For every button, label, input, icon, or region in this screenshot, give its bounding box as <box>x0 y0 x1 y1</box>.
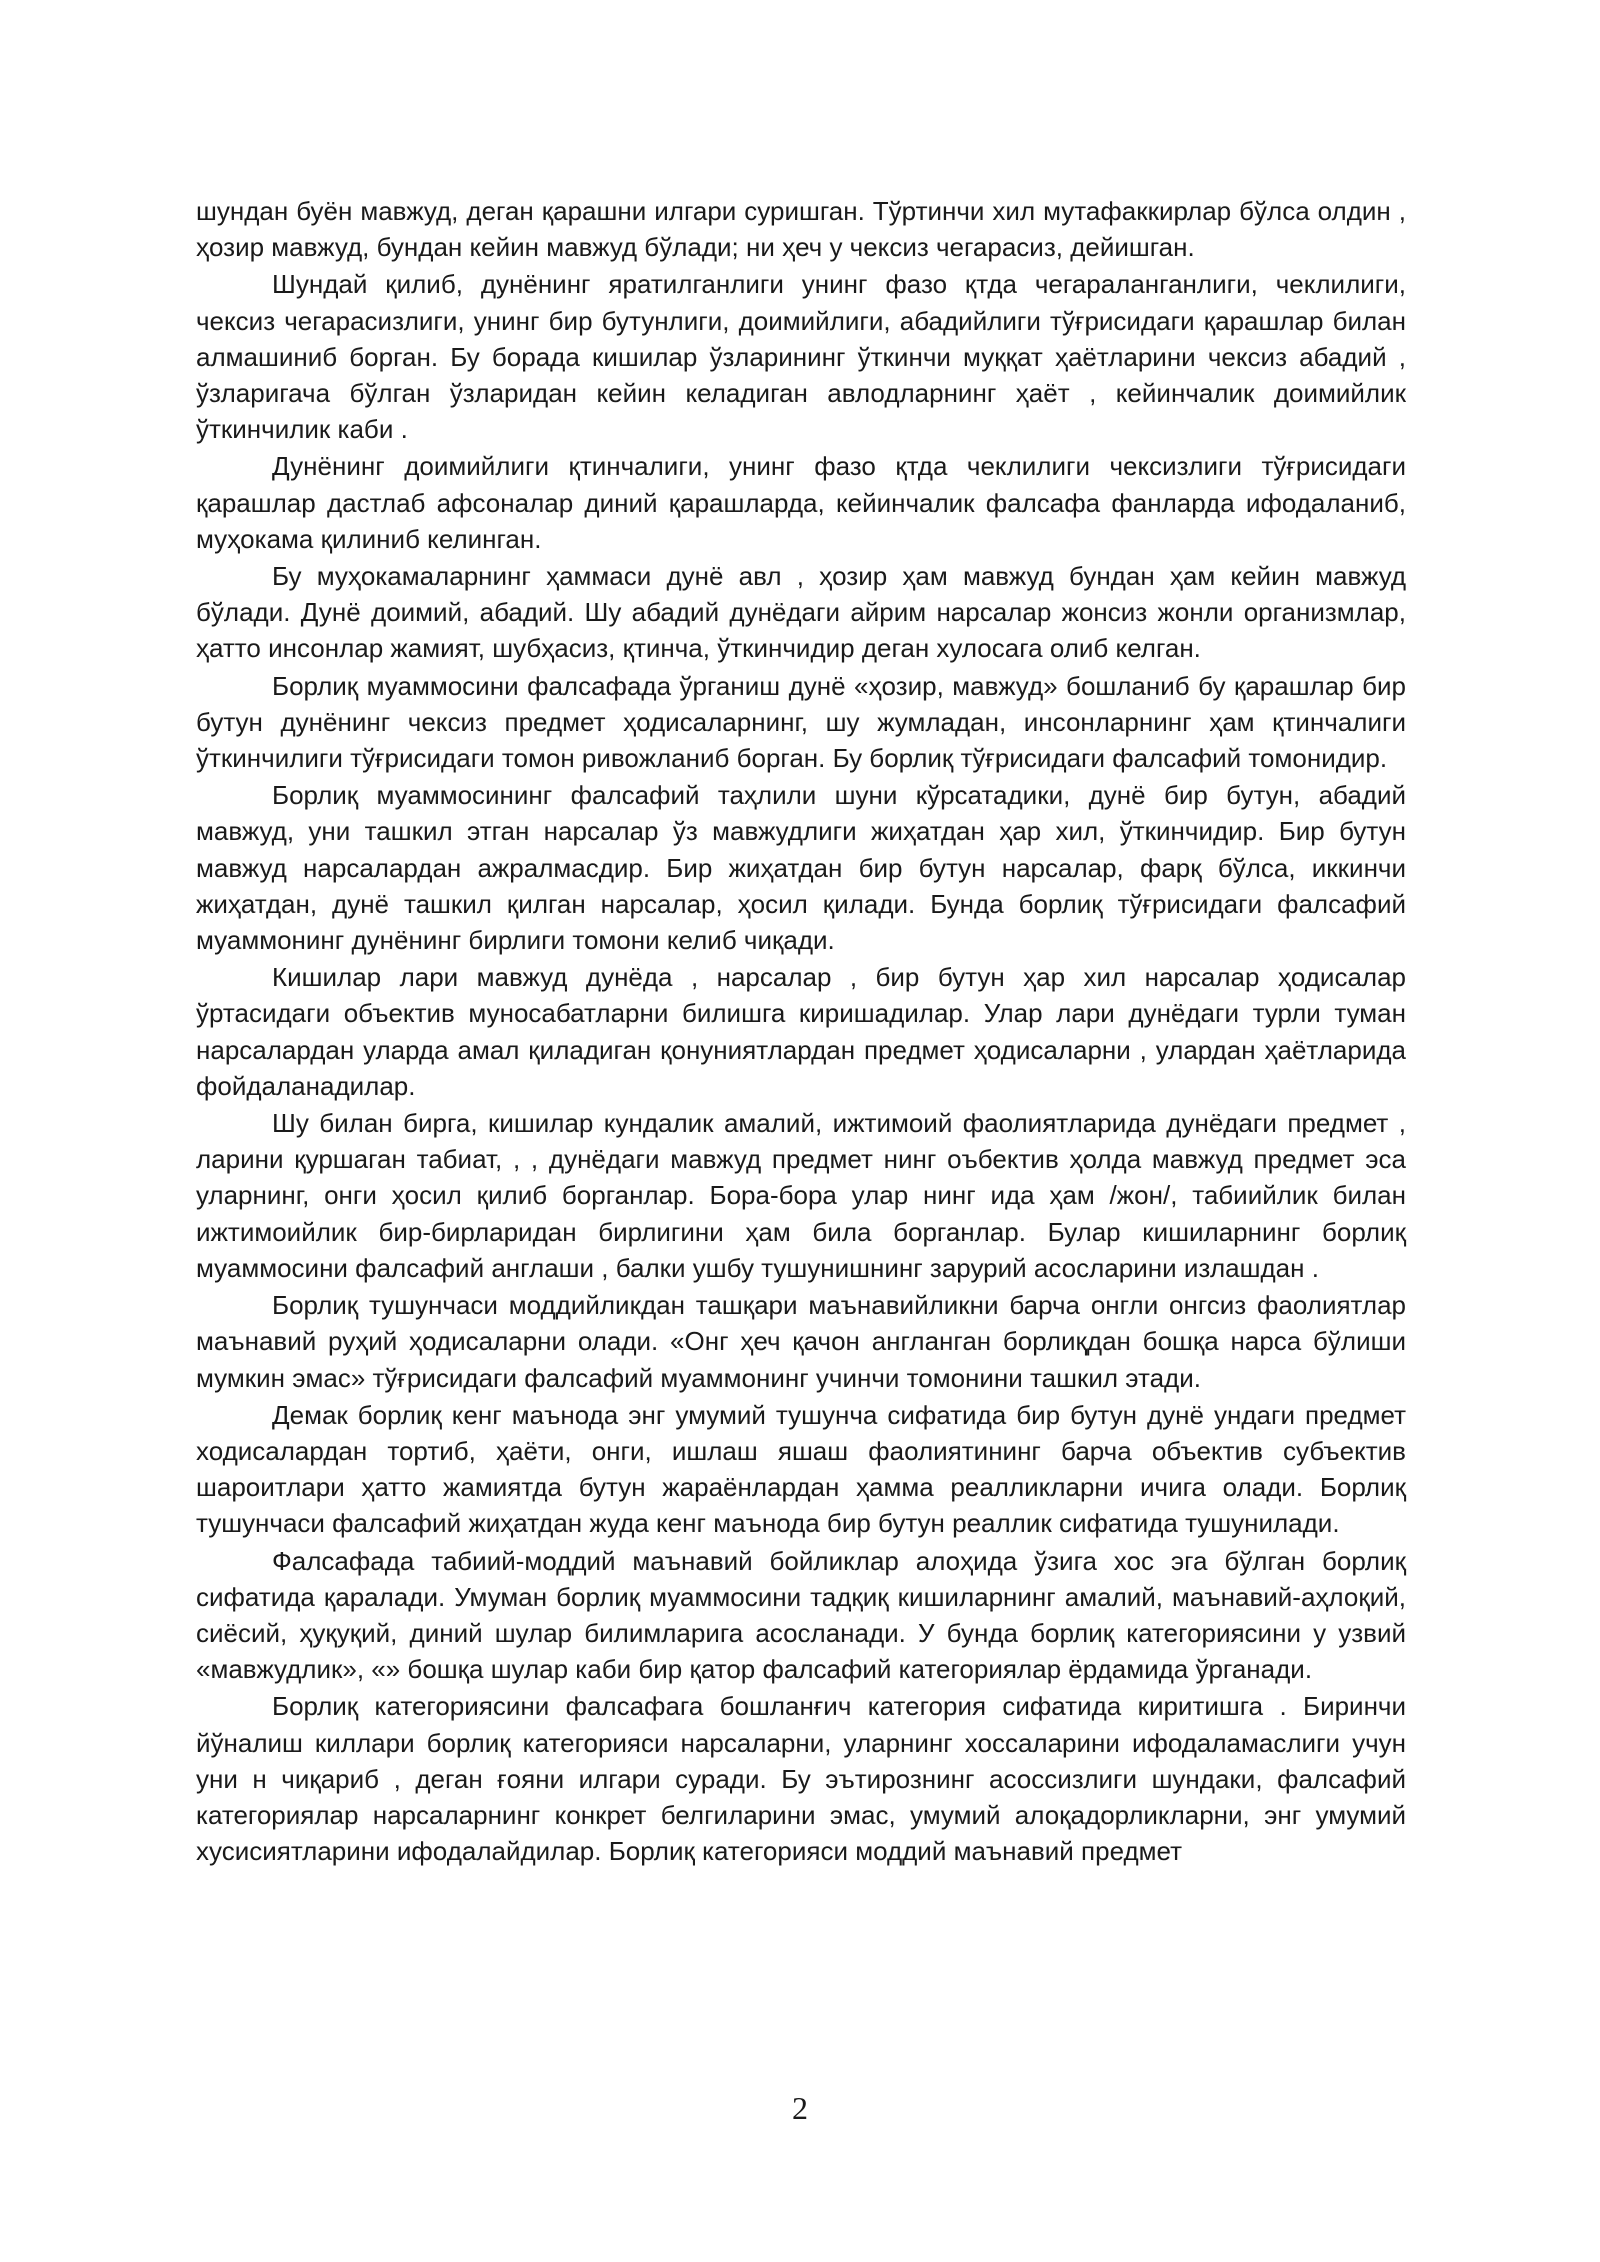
paragraph-5: Борлиқ муаммосини фалсафада ўрганиш дунё «ҳозир, мавжуд» бошланиб бу қарашлар бир бутун дунёнинг чексиз предмет ҳодисаларнинг, шу жумладан, инсонларнинг ҳам қтинчалиги ўткинчилиги тўғрисидаги томон ривожланиб борган. Бу борлиқ тўғрисидаги фалсафий томонидир. <box>196 670 1406 774</box>
paragraph-4: Бу муҳокамаларнинг ҳаммаси дунё авл , ҳозир ҳам мавжуд бундан ҳам кейин мавжуд бўлади. Дунё доимий, абадий. Шу абадий дунёдаги айрим нарсалар жонсиз жонли организмлар, ҳатто инсонлар жамият, шубҳасиз, қтинча, ўткинчидир деган хулосага олиб келган. <box>196 561 1406 664</box>
document-body <box>196 193 1406 1870</box>
paragraph-9: Борлиқ тушунчаси моддийликдан ташқари маънавийликни барча онгли онгсиз фаолиятлар маънавий руҳий ҳодисаларни олади. «Онг ҳеч қачон англанган борлиқдан бошқа нарса бўлиши мумкин эмас» тўғрисидаги фалсафий муаммонинг учинчи томонини ташкил этади. <box>196 1290 1406 1393</box>
paragraph-10: Демак борлиқ кенг маънода энг умумий тушунча сифатида бир бутун дунё ундаги предмет ходисалардан тортиб, ҳаёти, онги, ишлаш яшаш фаолиятининг барча объектив субъектив шароитлари ҳатто жамиятда бутун жараёнлардан ҳамма реалликларни ичига олади. Борлиқ тушунчаси фалсафий жиҳатдан жуда кенг маънода бир бутун реаллик сифатида тушунилади. <box>196 1399 1406 1539</box>
paragraph-7: Кишилар лари мавжуд дунёда , нарсалар , бир бутун ҳар хил нарсалар ҳодисалар ўртасидаги объектив муносабатларни билишга киришадилар. Улар лари дунёдаги турли туман нарсалардан уларда амал қиладиган қонуниятлардан предмет ҳодисаларни , улардан ҳаётларида фойдаланадилар. <box>196 962 1406 1101</box>
page-number: 2 <box>792 2090 808 2126</box>
paragraph-11: Фалсафада табиий-моддий маънавий бойликлар алоҳида ўзига хос эга бўлган борлиқ сифатида қаралади. Умуман борлиқ муаммосини тадқиқ кишиларнинг амалий, маънавий-аҳлоқий, сиёсий, ҳуқуқий, диний шулар билимларига асосланади. У бунда борлиқ категориясини у узвий «мавжудлик», «» бошқа шулар каби бир қатор фалсафий категориялар ёрдамида ўрганади. <box>196 1545 1406 1685</box>
paragraph-12: Борлиқ категориясини фалсафага бошланғич категория сифатида киритишга . Биринчи йўналиш киллари борлиқ категорияси нарсаларни, уларнинг хоссаларини ифодаламаслиги учун уни н чиқариб , деган ғояни илгари суради. Бу эътирознинг асоссизлиги шундаки, фалсафий категориялар нарсаларнинг конкрет белгиларини эмас, умумий алоқадорликларни, энг умумий хусисиятларини ифодалайдилар. Борлиқ категорияси моддий маънавий предмет <box>196 1691 1406 1867</box>
paragraph-1: шундан буён мавжуд, деган қарашни илгари суришган. Тўртинчи хил мутафаккирлар бўлса олдин , ҳозир мавжуд, бундан кейин мавжуд бўлади; ни ҳеч у чексиз чегарасиз, дейишган. <box>196 196 1406 263</box>
paragraph-8: Шу билан бирга, кишилар кундалик амалий, ижтимоий фаолиятларида дунёдаги предмет , ларини қуршаган табиат, , , дунёдаги мавжуд предмет нинг оъбектив ҳолда мавжуд предмет эса уларнинг, онги ҳосил қилиб борганлар. Бора-бора улар нинг ида ҳам /жон/, табиийлик билан ижтимоийлик бир-бирларидан бирлигини ҳам била борганлар. Булар кишиларнинг борлиқ муаммосини фалсафий англаши , балки ушбу тушунишнинг зарурий асосларини излашдан . <box>196 1108 1406 1283</box>
paragraph-2: Шундай қилиб, дунёнинг яратилганлиги унинг фазо қтда чегараланганлиги, чеклилиги, чексиз чегарасизлиги, унинг бир бутунлиги, доимийлиги, абадийлиги тўғрисидаги қарашлар билан алмашиниб борган. Бу борада кишилар ўзларининг ўткинчи муққат ҳаётларини чексиз абадий , ўзларигача бўлган ўзларидан кейин келадиган авлодларнинг ҳаёт , кейинчалик доимийлик ўткинчилик каби . <box>196 269 1406 445</box>
paragraph-3: Дунёнинг доимийлиги қтинчалиги, унинг фазо қтда чеклилиги чексизлиги тўғрисидаги қарашлар дастлаб афсоналар диний қарашларда, кейинчалик фалсафа фанларда ифодаланиб, муҳокама қилиниб келинган. <box>196 451 1406 554</box>
paragraph-6: Борлиқ муаммосининг фалсафий таҳлили шуни кўрсатадики, дунё бир бутун, абадий мавжуд, уни ташкил этган нарсалар ўз мавжудлиги жиҳатдан ҳар хил, ўткинчидир. Бир бутун мавжуд нарсалардан ажралмасдир. Бир жиҳатдан бир бутун нарсалар, фарқ бўлса, иккинчи жиҳатдан, дунё ташкил қилган нарсалар, ҳосил қилади. Бунда борлиқ тўғрисидаги фалсафий муаммонинг дунёнинг бирлиги томони келиб чиқади. <box>196 780 1406 956</box>
